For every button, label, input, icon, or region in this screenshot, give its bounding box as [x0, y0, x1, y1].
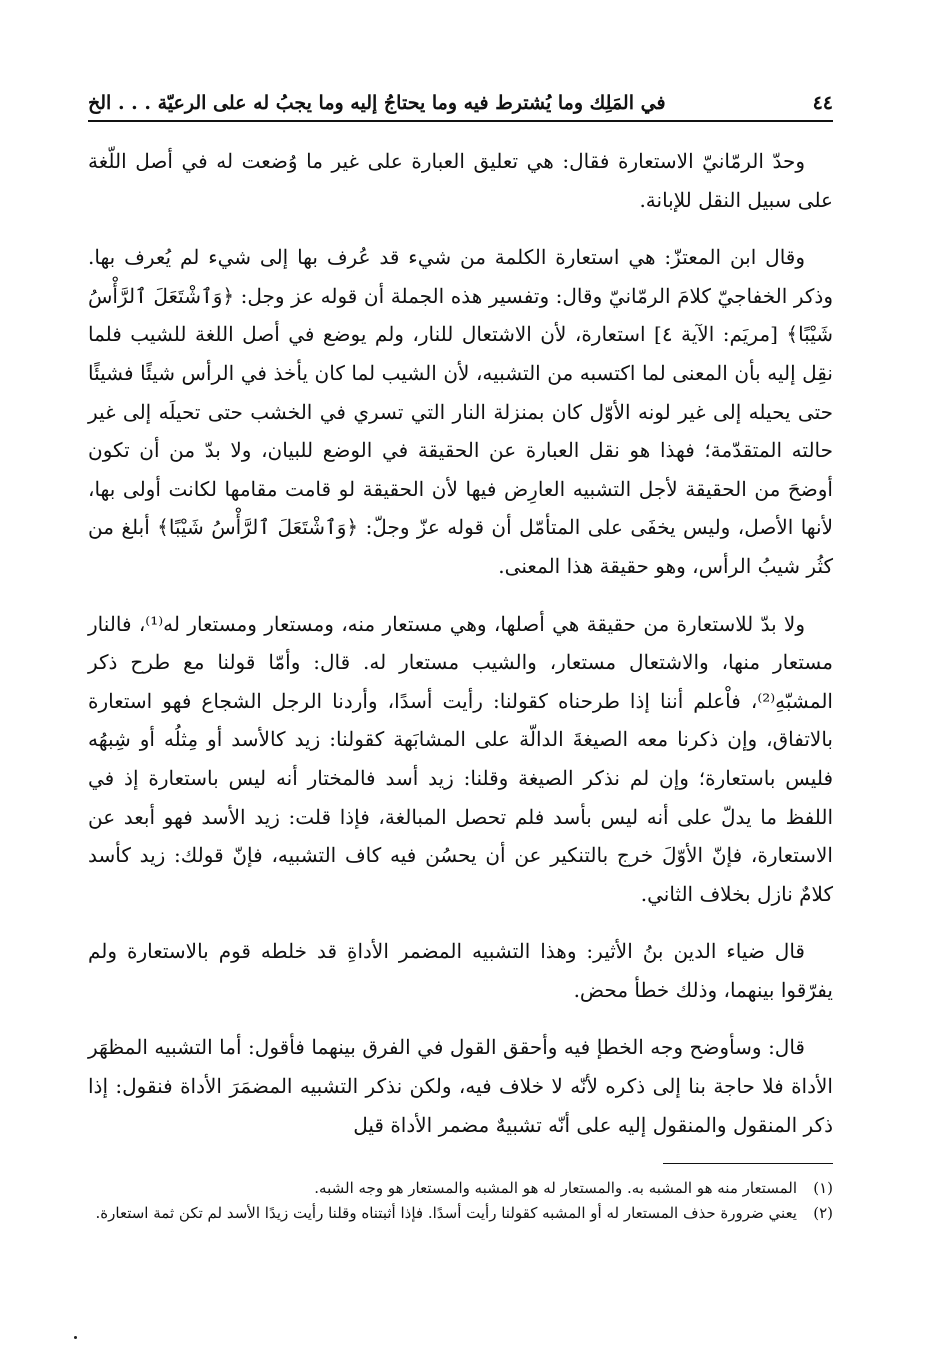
paragraph: ولا بدّ للاستعارة من حقيقة هي أصلها، وهي مستعار منه، ومستعار ومستعار له⁽¹⁾، فالنار مستعار منها، والاشتعال مستعار، والشيب مستعار له. قال: وأمّا قولنا مع طرح ذكر المشبّهِ⁽²⁾، فاْعلم أننا إذا طرحناه كقولنا: رأيت أسدًا، وأردنا الرجل الشجاع فهو استعارة بالاتفاق، وإن ذكرنا معه الصيغةَ الدالّة على المشابَهة كقولنا: زيد كالأسد أو مِثلُه أو شِبهُه فليس باستعارة؛ وإن لم نذكر الصيغة وقلنا: زيد أسد فالمختار أنه ليس باستعارة إذ في اللفظ ما يدلّ على أنه ليس بأسد فلم تحصل المبالغة، فإذا قلت: زيد الأسد فهو أبعد عن الاستعارة، فإنّ الأوّلَ خرج بالتنكير عن أن يحسُن فيه كاف التشبيه، فإنّ قولك: زيد كأسد كلامٌ نازل بخلاف الثاني. [88, 611, 833, 906]
footnote-divider [663, 1163, 833, 1164]
scan-speck [74, 1336, 77, 1339]
page-number: ٤٤ [812, 92, 833, 114]
running-title: في المَلِك وما يُشترط فيه وما يحتاجُ إليه وما يجبُ له على الرعيّة . . . الخ [88, 92, 666, 114]
paragraph: وقال ابن المعتزّ: هي استعارة الكلمة من شيء قد عُرف بها إلى شيء لم يُعرف بها. وذكر الخفاجيّ كلامَ الرمّانيّ وقال: وتفسير هذه الجملة أن قوله عز وجل: ﴿وَٱشْتَعَلَ ٱلرَّأْسُ شَيْبًا﴾ [مريَم: الآية ٤] استعارة، لأن الاشتعال للنار، ولم يوضع في أصل اللغة للشيب فلما نقِل إليه بأن المعنى لما اكتسبه من التشبيه، لأن الشيب لما كان يأخذ في الرأس شيئًا فشيئًا حتى يحيله إلى غير لونه الأوّل كان بمنزلة النار التي تسري في الخشب حتى تحيلَه إلى غير حالته المتقدّمة؛ فهذا هو نقل العبارة عن الحقيقة في الوضع للبيان، ولا بدّ من أن تكون أوضحَ من الحقيقة لأجل التشبيه العارِض فيها لأن الحقيقة لو قامت مقامها لكانت أولى بها، لأنها الأصل، وليس يخفَى على المتأمّل أن قوله عزّ وجلّ: ﴿وَٱشْتَعَلَ ٱلرَّأْسُ شَيْبًا﴾ أبلغ من كثُر شيبُ الرأس، وهو حقيقة هذا المعنى. [88, 245, 833, 578]
footnotes [88, 1176, 833, 1226]
book-page [88, 78, 833, 1226]
paragraph: قال: وسأوضح وجه الخطإ فيه وأحقق القول في الفرق بينهما فأقول: أما التشبيه المظهَر الأداة فلا حاجة بنا إلى ذكره لأنّه لا خلاف فيه، ولكن نذكر التشبيه المضمَرَ الأداة فنقول: إذا ذكر المنقول والمنقول إليه على أنّه تشبيهٌ مضمر الأداة قيل [88, 1035, 833, 1137]
footnote [88, 1201, 833, 1226]
page-header [88, 78, 833, 116]
footnote-number: (٢) [813, 1204, 833, 1223]
footnote-number: (١) [813, 1179, 833, 1198]
footnote-text: يعني ضرورة حذف المستعار له أو المشبه كقولنا رأيت أسدًا. فإذا أثبتناه وقلنا رأيت زيدًا الأسد لم تكن ثمة استعارة. [95, 1204, 797, 1223]
paragraph: وحدّ الرمّانيّ الاستعارة فقال: هي تعليق العبارة على غير ما وُضعت له في أصل اللّغة على سبيل النقل للإبانة. [88, 149, 833, 212]
footnote [88, 1176, 833, 1201]
footnote-text: المستعار منه هو المشبه به. والمستعار له هو المشبه والمستعار هو وجه الشبه. [314, 1179, 797, 1198]
header-divider [88, 120, 833, 122]
main-text [88, 142, 833, 1144]
paragraph: قال ضياء الدين بنُ الأثير: وهذا التشبيه المضمر الأداةِ قد خلطه قوم بالاستعارة ولم يفرّقوا بينهما، وذلك خطأ محض. [88, 939, 833, 1002]
